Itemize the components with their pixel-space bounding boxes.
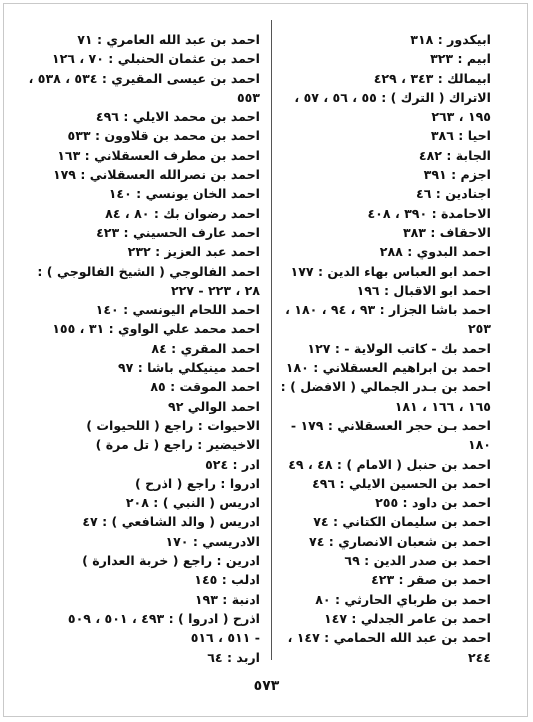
index-entry: الاخيضير : راجع ( تل مرة ): [95, 437, 260, 453]
index-entry: ٢٨ ، ٢٢٣ - ٢٢٧: [170, 282, 260, 298]
index-entry: احمد بن عثمان الحنبلي : ٧٠ ، ١٢٦: [51, 51, 260, 67]
index-entry: احمد ابو العباس بهاء الدين : ١٧٧: [290, 263, 491, 279]
index-entry: احمد بن عيسى المقيري : ٥٣٤ ، ٥٣٨ ،: [28, 70, 260, 86]
index-entry: احمد بـن حجر العسقلاني : ١٧٩ -: [290, 417, 491, 433]
index-entry: احمد البدوي : ٢٨٨: [379, 244, 491, 260]
page-number: ٥٧٣: [253, 678, 280, 694]
index-entry: احيا : ٣٨٦: [430, 128, 491, 144]
column-divider: [271, 20, 272, 660]
index-entry: ادنبة : ١٩٣: [194, 591, 260, 607]
index-entry: احمد الخان يونسي : ١٤٠: [108, 186, 260, 202]
index-entry: احمد اللحام اليونسي : ١٤٠: [95, 302, 260, 318]
index-entry: اذرح ( ادروا ) : ٤٩٣ ، ٥٠١ ، ٥٠٩: [67, 610, 260, 626]
index-entry: ادروا : راجع ( اذرح ): [135, 475, 260, 491]
index-entry: ٢٤٤: [467, 649, 491, 665]
index-entry: احمد محمد علي الواوي : ٣١ ، ١٥٥: [52, 321, 260, 337]
index-entry: ادر : ٥٢٤: [205, 456, 260, 472]
index-entry: احمد بن شعبان الانصاري : ٧٤: [309, 533, 491, 549]
index-column-left: [28, 30, 260, 667]
index-entry: احمد بن سليمان الكتاني : ٧٤: [313, 514, 491, 530]
index-entry: احمد بن عبد الله العامري : ٧١: [77, 32, 260, 47]
index-entry: احمد عبد العزيز : ٢٣٢: [127, 244, 260, 260]
index-entry: احمد بن صقر : ٤٢٣: [371, 572, 491, 588]
index-entry: اجنادين : ٤٦: [416, 186, 491, 202]
index-entry: احمد بك - كاتب الولاية - : ١٢٧: [307, 340, 491, 356]
index-entry: ٥٥٣: [236, 89, 260, 105]
index-entry: ادريس ( والد الشافعي ) : ٤٧: [82, 514, 260, 530]
index-entry: احمد الموقت : ٨٥: [150, 379, 260, 395]
index-entry: الاحامدة : ٣٩٠ ، ٤٠٨: [367, 205, 491, 221]
index-entry: الاحيوات : راجع ( اللحيوات ): [86, 417, 260, 433]
index-entry: احمد ابو الاقبال : ١٩٦: [356, 282, 491, 298]
index-entry: احمد بن داود : ٢٥٥: [375, 495, 491, 511]
index-entry: احمد بن مطرف العسقلاني : ١٦٣: [57, 147, 260, 163]
index-entry: الاحقاف : ٣٨٣: [402, 224, 491, 240]
index-entry: احمد بن عامر الجدلي : ١٤٧: [323, 610, 491, 626]
index-entry: احمد بن ابراهيم العسقلاني : ١٨٠: [285, 360, 491, 376]
index-entry: احمد بن عبد الله الحمامي : ١٤٧ ،: [287, 630, 491, 646]
index-entry: ادرين : راجع ( خربة العدارة ): [82, 553, 260, 569]
index-entry: اجزم : ٣٩١: [423, 167, 491, 183]
index-entry: الاتراك ( الترك ) : ٥٥ ، ٥٦ ، ٥٧ ،: [294, 89, 491, 105]
index-entry: ابيكدور : ٣١٨: [410, 32, 491, 47]
index-entry: احمد بن محمد بن قلاوون : ٥٣٣: [67, 128, 260, 144]
index-entry: ادريس ( النبي ) : ٢٠٨: [125, 495, 260, 511]
index-entry: - ٥١١ ، ٥١٦: [190, 630, 260, 646]
index-entry: ابيم : ٣٢٣: [430, 51, 491, 67]
index-entry: اربد : ٦٤: [207, 649, 260, 665]
index-entry: احمد رضوان بك : ٨٠ ، ٨٤: [105, 205, 260, 221]
index-entry: احمد بن طرباي الحارثي : ٨٠: [315, 591, 491, 607]
index-entry: ابيمالك : ٣٤٣ ، ٤٢٩: [373, 70, 491, 86]
index-entry: احمد باشا الجزار : ٩٣ ، ٩٤ ، ١٨٠ ،: [285, 302, 491, 318]
index-entry: احمد عارف الحسيني : ٤٢٣: [96, 224, 260, 240]
index-column-right: [255, 30, 491, 667]
index-entry: احمد الفالوجي ( الشيخ الفالوجي ) :: [37, 263, 260, 279]
index-entry: احمد المقري : ٨٤: [151, 340, 260, 356]
index-entry: احمد بن بـدر الجمالي ( الافضل ) :: [280, 379, 491, 395]
index-entry: احمد بن حنبل ( الامام ) : ٤٨ ، ٤٩: [288, 456, 491, 472]
index-entry: ١٦٥ ، ١٦٦ ، ١٨١: [394, 398, 491, 414]
index-entry: احمد مينيكلي باشا : ٩٧: [117, 360, 260, 376]
index-entry: ١٨٠: [467, 437, 491, 453]
index-entry: احمد بن محمد الايلي : ٤٩٦: [95, 109, 260, 125]
index-entry: احمد بن الحسين الايلي : ٤٩٦: [312, 475, 491, 491]
index-entry: ١٩٥ ، ٢٦٣: [431, 109, 491, 125]
index-entry: احمد بن صدر الدين : ٦٩: [344, 553, 491, 569]
index-entry: ٢٥٣: [467, 321, 491, 337]
index-entry: الادريسي : ١٧٠: [165, 533, 260, 549]
index-entry: ادلب : ١٤٥: [194, 572, 260, 588]
index-entry: احمد الوالي ٩٢: [168, 398, 260, 414]
index-entry: احمد بن نصرالله العسقلاني : ١٧٩: [52, 167, 260, 183]
index-entry: الجابة : ٤٨٢: [418, 147, 491, 163]
